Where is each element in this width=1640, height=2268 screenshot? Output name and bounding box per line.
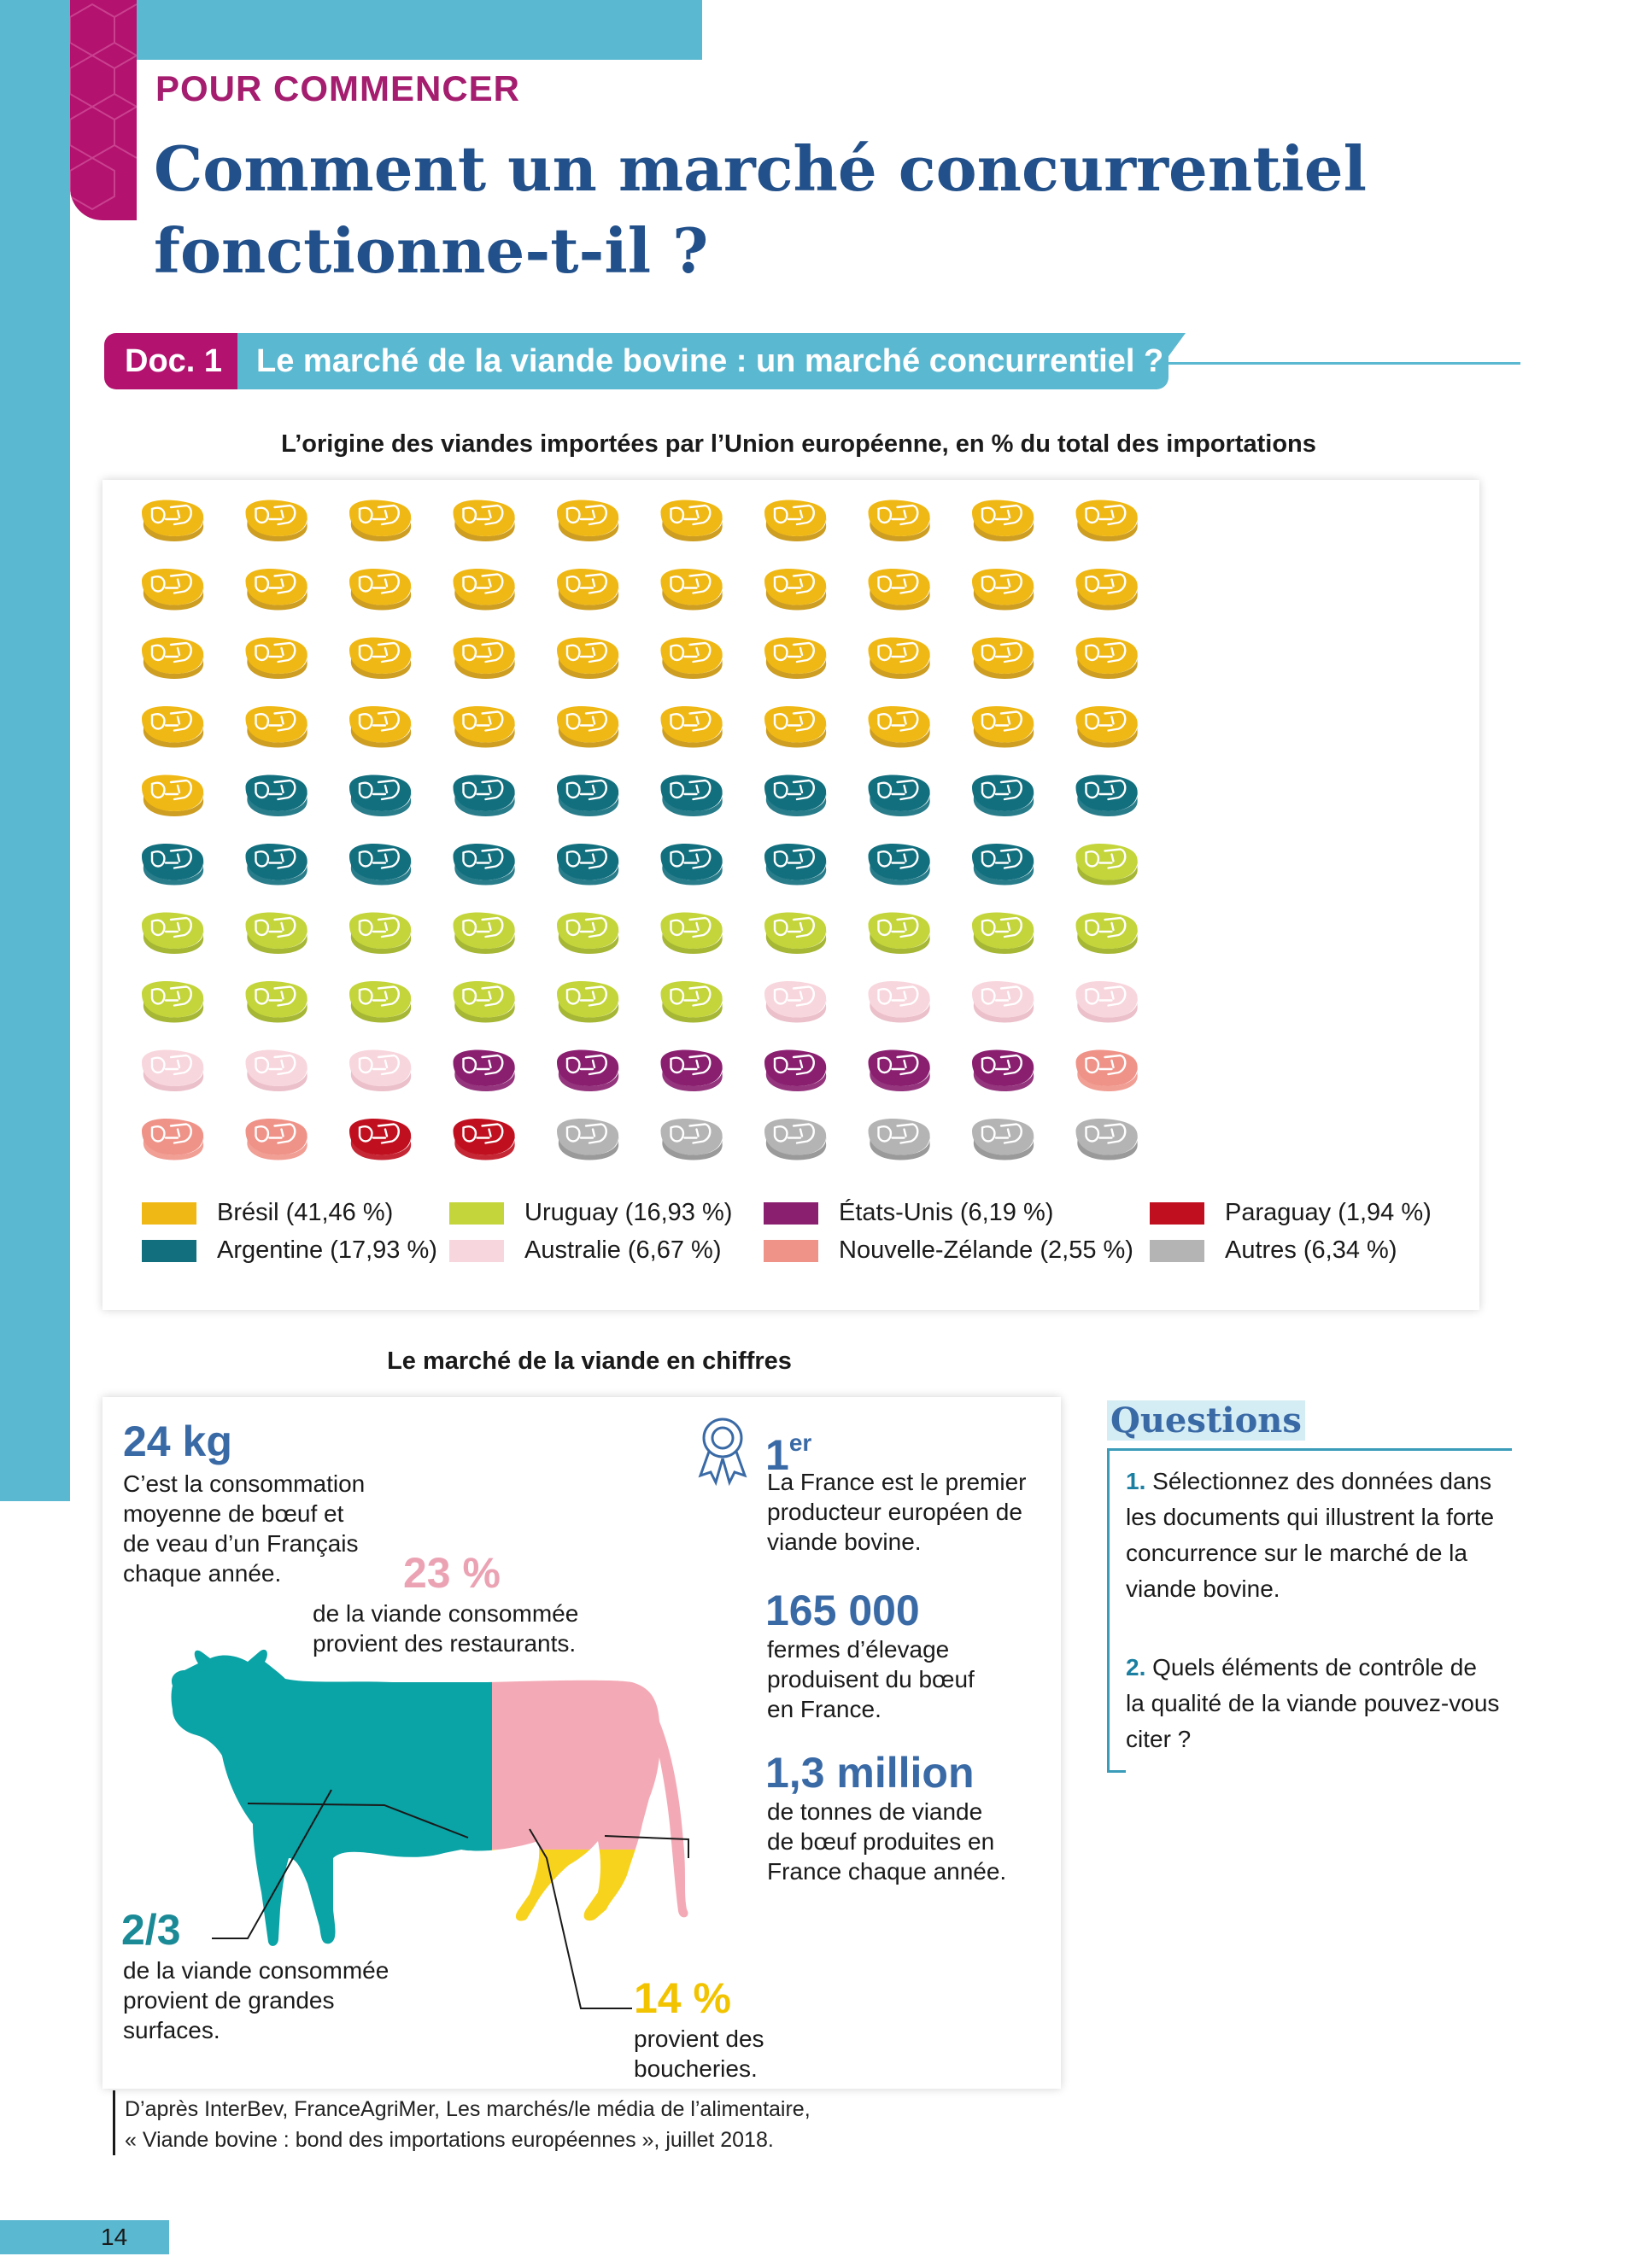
steak-icon-uruguay	[557, 981, 618, 1022]
figures-section-title: Le marché de la viande en chiffres	[387, 1347, 792, 1375]
page-title	[154, 128, 1435, 292]
steak-icon-br-sil	[764, 569, 826, 610]
legend-item-uruguay	[449, 1199, 732, 1227]
butchers-text-line: provient des	[634, 2025, 764, 2052]
kg-value: 24 kg	[123, 1418, 232, 1465]
legend-label-australie: Australie (6,67 %)	[524, 1236, 722, 1264]
steak-icon-br-sil	[557, 500, 618, 541]
steak-icon-br-sil	[454, 500, 515, 541]
doc-header-rule	[1162, 362, 1520, 365]
steak-icon-argentine	[972, 775, 1034, 816]
steak-icon-argentine	[1076, 775, 1138, 816]
steak-icon-br-sil	[661, 569, 723, 610]
tons-text-line: de tonnes de viande	[767, 1798, 983, 1825]
steak-icon-br-sil	[454, 706, 515, 747]
pictogram-chart	[102, 480, 1479, 1310]
steak-icon-australie	[869, 981, 930, 1022]
steak-icon-br-sil	[972, 638, 1034, 679]
chart-legend	[142, 1199, 1474, 1284]
steak-icon-autres	[764, 1119, 826, 1160]
steak-icon-uruguay	[972, 913, 1034, 954]
legend-label-uruguay: Uruguay (16,93 %)	[524, 1199, 733, 1226]
steak-icon-uruguay	[869, 913, 930, 954]
steak-icon-autres	[972, 1119, 1034, 1160]
steak-icon-br-sil	[142, 775, 203, 816]
legend-swatch-bresil	[142, 1202, 196, 1225]
legend-swatch-uruguay	[449, 1202, 504, 1225]
chart-title: L’origine des viandes importées par l’Union européenne, en % du total des importations	[281, 430, 1316, 458]
legend-item-argentine	[142, 1236, 437, 1265]
hexagon-pattern-icon	[70, 0, 137, 220]
question-2-number: 2.	[1126, 1654, 1146, 1681]
steak-icon-br-sil	[869, 500, 930, 541]
steak-icon-br-sil	[142, 500, 203, 541]
steak-icon-br-sil	[454, 638, 515, 679]
legend-item-australie	[449, 1236, 722, 1265]
steak-icon-br-sil	[349, 638, 411, 679]
steak-icon-paraguay	[454, 1119, 515, 1160]
steak-icon-australie	[246, 1050, 308, 1091]
question-2	[1126, 1650, 1502, 1757]
source-citation	[125, 2094, 979, 2155]
steak-icon-br-sil	[661, 706, 723, 747]
steak-icon-autres	[661, 1119, 723, 1160]
legend-item-etats-unis	[764, 1199, 1053, 1227]
tons-text-line: de bœuf produites en	[767, 1828, 995, 1855]
tons-text-line: France chaque année.	[767, 1858, 1007, 1885]
legend-swatch-paraguay	[1150, 1202, 1204, 1225]
steak-icon-nouvelle-z-lande	[1076, 1050, 1138, 1091]
steak-icon-argentine	[557, 775, 618, 816]
steak-icon-argentine	[661, 775, 723, 816]
steak-icon-uruguay	[661, 913, 723, 954]
steak-icon-uruguay	[454, 981, 515, 1022]
steak-icon-uruguay	[246, 981, 308, 1022]
farms-value: 165 000	[765, 1587, 920, 1634]
legend-item-paraguay	[1150, 1199, 1432, 1227]
question-1-number: 1.	[1126, 1468, 1146, 1494]
legend-swatch-australie	[449, 1240, 504, 1262]
questions-bottom-tick	[1107, 1770, 1126, 1773]
steak-icon-br-sil	[972, 569, 1034, 610]
doc-title: Le marché de la viande bovine : un marché concurrentiel ?	[237, 333, 1168, 389]
steak-icon-br-sil	[764, 706, 826, 747]
steak-icon-br-sil	[349, 569, 411, 610]
steak-icon-uruguay	[661, 981, 723, 1022]
source-rule	[113, 2090, 115, 2155]
kg-text-line: C’est la consommation	[123, 1470, 366, 1497]
steak-icon--tats-unis	[557, 1050, 618, 1091]
restaurants-text-line: de la viande consommée	[313, 1600, 579, 1627]
steak-icon-australie	[972, 981, 1034, 1022]
questions-side-rule	[1107, 1448, 1110, 1773]
steak-icon-br-sil	[246, 638, 308, 679]
steak-icon-uruguay	[557, 913, 618, 954]
top-band	[70, 0, 702, 60]
steak-icon-br-sil	[557, 569, 618, 610]
steak-icon-argentine	[454, 844, 515, 885]
steak-icon-uruguay	[764, 913, 826, 954]
steak-icon-argentine	[661, 844, 723, 885]
steak-icon-australie	[1076, 981, 1138, 1022]
steak-icon-argentine	[349, 844, 411, 885]
kg-text	[123, 1469, 365, 1588]
supermarkets-text-line: surfaces.	[123, 2017, 220, 2043]
source-line-1: D’après InterBev, FranceAgriMer, Les marchés/le média de l’alimentaire,	[125, 2097, 811, 2121]
rank-text-line: viande bovine.	[767, 1529, 922, 1555]
figures-infographic	[102, 1397, 1061, 2089]
supermarkets-text	[123, 1955, 389, 2045]
steak-icon-nouvelle-z-lande	[142, 1119, 203, 1160]
steak-icon--tats-unis	[661, 1050, 723, 1091]
legend-item-autres	[1150, 1236, 1397, 1265]
steak-icon-br-sil	[764, 638, 826, 679]
steak-icon-br-sil	[869, 569, 930, 610]
steak-icon-br-sil	[142, 638, 203, 679]
steak-icon-uruguay	[1076, 844, 1138, 885]
legend-label-bresil: Brésil (41,46 %)	[217, 1199, 394, 1226]
farms-text-line: fermes d’élevage	[767, 1636, 950, 1663]
rank-number: 1	[765, 1431, 789, 1479]
steak-icon-argentine	[142, 844, 203, 885]
steak-icon-autres	[557, 1119, 618, 1160]
steak-icon-br-sil	[1076, 706, 1138, 747]
doc-label: Doc. 1	[104, 333, 237, 389]
steak-icon-uruguay	[349, 913, 411, 954]
steak-icon-uruguay	[454, 913, 515, 954]
steak-icon-br-sil	[1076, 500, 1138, 541]
rank-text-line: La France est le premier	[767, 1469, 1027, 1495]
kg-text-line: de veau d’un Français	[123, 1530, 359, 1557]
steak-icon--tats-unis	[972, 1050, 1034, 1091]
steak-icon-br-sil	[246, 500, 308, 541]
steak-icon-uruguay	[246, 913, 308, 954]
steak-icon-br-sil	[661, 500, 723, 541]
legend-swatch-nouvelle-zelande	[764, 1240, 818, 1262]
legend-label-paraguay: Paraguay (1,94 %)	[1225, 1199, 1432, 1226]
restaurants-value: 23 %	[403, 1549, 501, 1597]
legend-swatch-argentine	[142, 1240, 196, 1262]
rank-text-line: producteur européen de	[767, 1499, 1022, 1525]
steak-icon-uruguay	[1076, 913, 1138, 954]
steak-icon--tats-unis	[764, 1050, 826, 1091]
butchers-text	[634, 2024, 764, 2084]
steak-icon-br-sil	[1076, 569, 1138, 610]
steak-icon-argentine	[349, 775, 411, 816]
steak-icon-br-sil	[972, 500, 1034, 541]
steak-icon-br-sil	[349, 706, 411, 747]
chapter-tab	[70, 0, 137, 220]
steak-icon-australie	[142, 1050, 203, 1091]
steak-icon-argentine	[246, 844, 308, 885]
steak-icon-br-sil	[142, 569, 203, 610]
restaurants-text	[313, 1599, 578, 1658]
legend-label-autres: Autres (6,34 %)	[1225, 1236, 1397, 1264]
steak-icon-autres	[1076, 1119, 1138, 1160]
rank-suffix: er	[788, 1429, 812, 1456]
kg-text-line: moyenne de bœuf et	[123, 1500, 344, 1527]
award-ribbon-icon	[700, 1419, 745, 1482]
question-1	[1126, 1464, 1502, 1607]
supermarkets-text-line: de la viande consommée	[123, 1957, 390, 1984]
steak-icon-argentine	[972, 844, 1034, 885]
farms-text-line: en France.	[767, 1696, 882, 1722]
legend-swatch-autres	[1150, 1240, 1204, 1262]
legend-item-bresil	[142, 1199, 393, 1227]
kg-text-line: chaque année.	[123, 1560, 282, 1587]
questions-top-rule	[1107, 1448, 1512, 1451]
left-rail	[0, 0, 70, 1501]
steak-icon-argentine	[557, 844, 618, 885]
steak-icon-argentine	[869, 775, 930, 816]
supermarkets-text-line: provient de grandes	[123, 1987, 335, 2014]
steak-icon-nouvelle-z-lande	[246, 1119, 308, 1160]
legend-label-nouvelle-zelande: Nouvelle-Zélande (2,55 %)	[839, 1236, 1133, 1264]
steak-icon-argentine	[869, 844, 930, 885]
page-title-line-1: Comment un marché concurrentiel	[154, 132, 1367, 205]
steak-icon-br-sil	[869, 706, 930, 747]
question-1-text: Sélectionnez des données dans les documents qui illustrent la forte concurrence sur le marché de la viande bovine.	[1126, 1468, 1495, 1602]
steak-icon-argentine	[454, 775, 515, 816]
steak-icon-br-sil	[349, 500, 411, 541]
legend-item-nouvelle-zelande	[764, 1236, 1133, 1265]
steak-icon-autres	[869, 1119, 930, 1160]
tons-value: 1,3 million	[765, 1749, 975, 1797]
steak-icon-br-sil	[454, 569, 515, 610]
legend-label-argentine: Argentine (17,93 %)	[217, 1236, 437, 1264]
farms-text-line: produisent du bœuf	[767, 1666, 975, 1692]
rank-text	[767, 1467, 1026, 1557]
steak-icon-australie	[349, 1050, 411, 1091]
steak-icon-br-sil	[557, 706, 618, 747]
legend-label-etats-unis: États-Unis (6,19 %)	[839, 1199, 1054, 1226]
steak-icon-br-sil	[246, 569, 308, 610]
restaurants-text-line: provient des restaurants.	[313, 1630, 577, 1657]
steak-icon-australie	[764, 981, 826, 1022]
question-2-text: Quels éléments de contrôle de la qualité de la viande pouvez-vous citer ?	[1126, 1654, 1500, 1752]
steak-icon-br-sil	[1076, 638, 1138, 679]
source-line-2: « Viande bovine : bond des importations européennes », juillet 2018.	[125, 2128, 774, 2152]
steak-icon-argentine	[764, 775, 826, 816]
steak-icon-br-sil	[661, 638, 723, 679]
steak-icon-uruguay	[142, 913, 203, 954]
steak-icon-br-sil	[142, 706, 203, 747]
steak-icon-br-sil	[246, 706, 308, 747]
butchers-text-line: boucheries.	[634, 2055, 758, 2082]
section-kicker: POUR COMMENCER	[155, 68, 521, 108]
steak-icon-br-sil	[557, 638, 618, 679]
steak-icon-uruguay	[142, 981, 203, 1022]
supermarkets-value: 2/3	[121, 1906, 181, 1954]
steak-icon-argentine	[764, 844, 826, 885]
doc-title-arrow	[1167, 333, 1186, 359]
steak-icon-br-sil	[869, 638, 930, 679]
farms-text	[767, 1634, 975, 1724]
questions-title: Questions	[1107, 1400, 1305, 1441]
steak-icon-br-sil	[764, 500, 826, 541]
page-title-line-2: fonctionne-t-il ?	[154, 214, 709, 287]
steak-icon-paraguay	[349, 1119, 411, 1160]
page-number-band	[0, 2220, 169, 2254]
butchers-value: 14 %	[634, 1974, 731, 2022]
steak-icon--tats-unis	[869, 1050, 930, 1091]
steak-icon-uruguay	[349, 981, 411, 1022]
legend-swatch-etats-unis	[764, 1202, 818, 1225]
steak-icon-br-sil	[972, 706, 1034, 747]
steak-icon--tats-unis	[454, 1050, 515, 1091]
steak-icon-argentine	[246, 775, 308, 816]
tons-text	[767, 1797, 1006, 1886]
pictogram-grid	[102, 480, 1479, 1180]
page-number: 14	[101, 2224, 128, 2250]
